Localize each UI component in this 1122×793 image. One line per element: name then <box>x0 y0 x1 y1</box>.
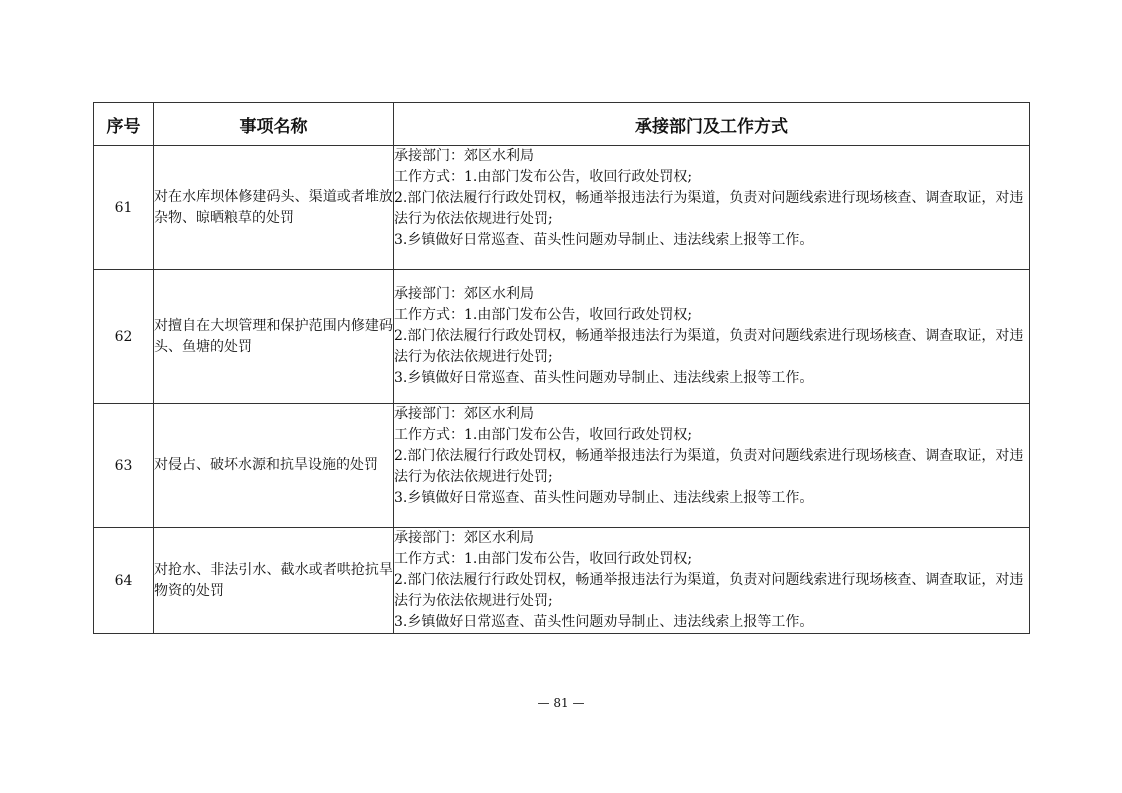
department-method-cell <box>394 404 1030 528</box>
item-name: 对抢水、非法引水、截水或者哄抢抗旱物资的处罚 <box>154 528 394 634</box>
item-name: 对擅自在大坝管理和保护范围内修建码头、鱼塘的处罚 <box>154 270 394 404</box>
header-item-name: 事项名称 <box>154 103 394 146</box>
items-table <box>93 102 1030 634</box>
department-line: 承接部门：郊区水利局 <box>394 286 534 302</box>
method-line-2: 2.部门依法履行行政处罚权，畅通举报违法行为渠道，负责对问题线索进行现场核查、调查取证，对违法行为依法依规进行处罚; <box>394 328 1024 365</box>
department-line: 承接部门：郊区水利局 <box>394 530 534 546</box>
method-line-2: 2.部门依法履行行政处罚权，畅通举报违法行为渠道，负责对问题线索进行现场核查、调查取证，对违法行为依法依规进行处罚; <box>394 448 1024 485</box>
method-line-3: 3.乡镇做好日常巡查、苗头性问题劝导制止、违法线索上报等工作。 <box>394 232 814 248</box>
method-line-1: 工作方式：1.由部门发布公告，收回行政处罚权; <box>394 551 693 567</box>
department-line: 承接部门：郊区水利局 <box>394 148 534 164</box>
department-line: 承接部门：郊区水利局 <box>394 406 534 422</box>
department-method-cell <box>394 270 1030 404</box>
department-method-cell <box>394 146 1030 270</box>
method-line-1: 工作方式：1.由部门发布公告，收回行政处罚权; <box>394 169 693 185</box>
row-number: 62 <box>94 270 154 404</box>
header-serial-number: 序号 <box>94 103 154 146</box>
row-number: 63 <box>94 404 154 528</box>
department-method-cell <box>394 528 1030 634</box>
table-row <box>94 528 1030 634</box>
item-name: 对在水库坝体修建码头、渠道或者堆放杂物、晾晒粮草的处罚 <box>154 146 394 270</box>
method-line-1: 工作方式：1.由部门发布公告，收回行政处罚权; <box>394 427 693 443</box>
table-row <box>94 146 1030 270</box>
method-line-2: 2.部门依法履行行政处罚权，畅通举报违法行为渠道，负责对问题线索进行现场核查、调查取证，对违法行为依法依规进行处罚; <box>394 572 1024 609</box>
method-line-2: 2.部门依法履行行政处罚权，畅通举报违法行为渠道，负责对问题线索进行现场核查、调查取证，对违法行为依法依规进行处罚; <box>394 190 1024 227</box>
table-header-row <box>94 103 1030 146</box>
header-department-and-method: 承接部门及工作方式 <box>394 103 1030 146</box>
method-line-3: 3.乡镇做好日常巡查、苗头性问题劝导制止、违法线索上报等工作。 <box>394 370 814 386</box>
item-name: 对侵占、破坏水源和抗旱设施的处罚 <box>154 404 394 528</box>
row-number: 64 <box>94 528 154 634</box>
row-number: 61 <box>94 146 154 270</box>
page-number: — 81 — <box>537 696 585 710</box>
method-line-3: 3.乡镇做好日常巡查、苗头性问题劝导制止、违法线索上报等工作。 <box>394 614 814 630</box>
table-row <box>94 270 1030 404</box>
table-row <box>94 404 1030 528</box>
method-line-3: 3.乡镇做好日常巡查、苗头性问题劝导制止、违法线索上报等工作。 <box>394 490 814 506</box>
method-line-1: 工作方式：1.由部门发布公告，收回行政处罚权; <box>394 307 693 323</box>
